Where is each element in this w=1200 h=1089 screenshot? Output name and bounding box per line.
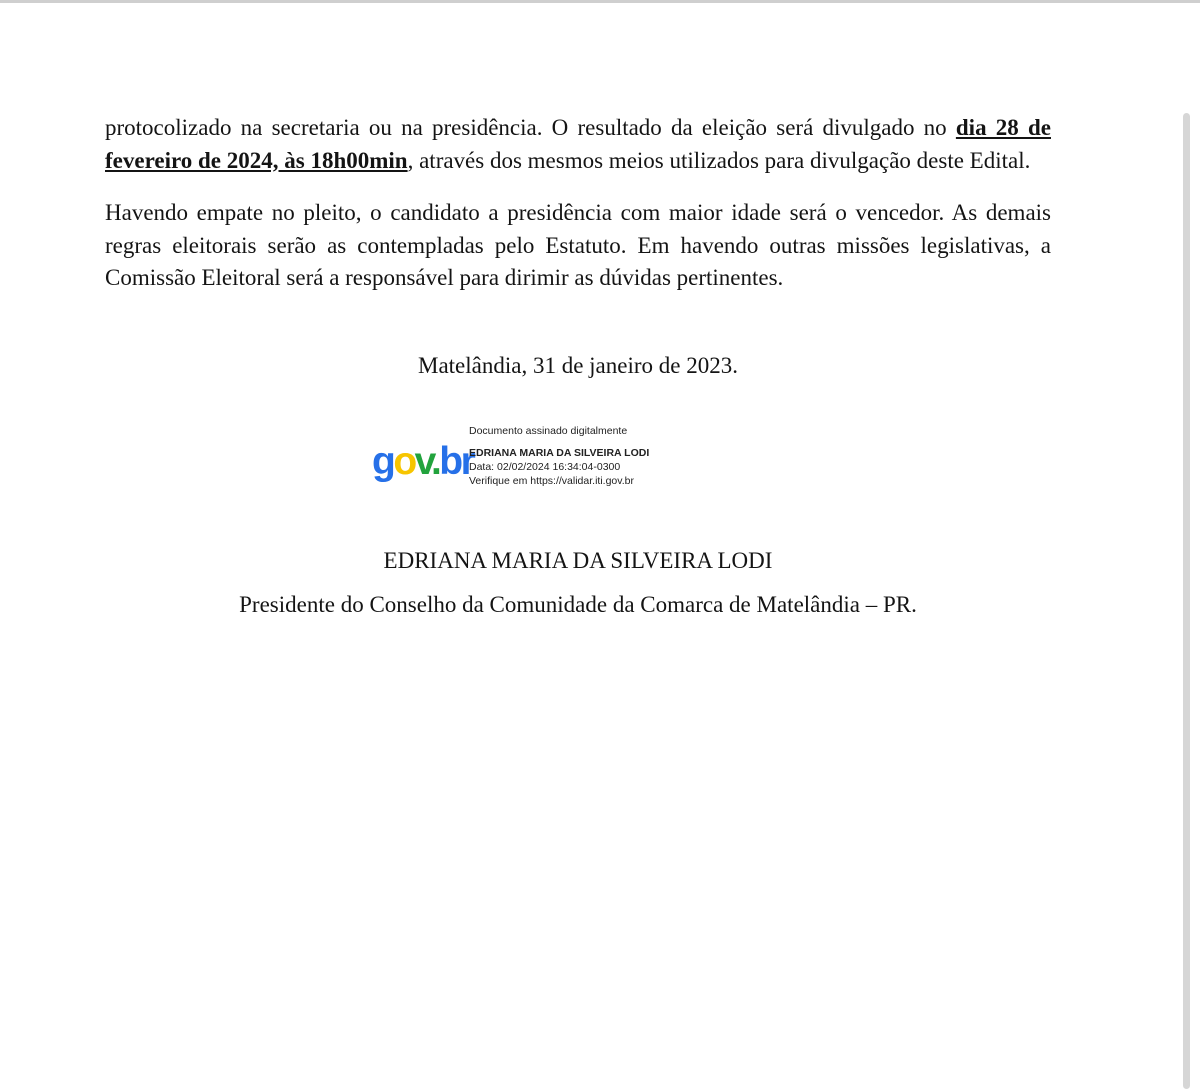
signature-verify-link[interactable]: Verifique em https://validar.iti.gov.br <box>469 475 634 487</box>
paragraph-text: , através dos mesmos meios utilizados para divulgação deste Edital. <box>407 147 1031 173</box>
signer-role: Presidente do Conselho da Comunidade da Comarca de Matelândia – PR. <box>239 592 917 617</box>
vertical-scrollbar[interactable] <box>1183 113 1190 1089</box>
paragraph-text: protocolizado na secretaria ou na presidência. O resultado da eleição será divulgado no <box>105 115 956 140</box>
place-date: Matelândia, 31 de janeiro de 2023. <box>418 353 738 378</box>
signature-date: Data: 02/02/2024 16:34:04-0300 <box>469 461 621 473</box>
signature-details <box>469 424 649 488</box>
digital-signature-stamp <box>372 424 692 496</box>
signature-heading: Documento assinado digitalmente <box>469 425 628 437</box>
top-divider <box>0 0 1200 3</box>
govbr-logo: gov.br <box>372 440 474 483</box>
paragraph-result-date <box>105 112 1051 177</box>
paragraph-tie-rules: Havendo empate no pleito, o candidato a presidência com maior idade será o vencedor. As demais regras eleitorais serão as contempladas pelo Estatuto. Em havendo outras missões legislativas, a Comissão Eleitoral será a responsável para dirimir as dúvidas pertinentes. <box>105 200 1051 290</box>
signature-signer: EDRIANA MARIA DA SILVEIRA LODI <box>469 447 650 459</box>
document-body <box>105 112 1051 295</box>
result-date-highlight: dia 28 de fevereiro de 2024, às 18h00min <box>105 115 1051 173</box>
signer-name: EDRIANA MARIA DA SILVEIRA LODI <box>383 548 773 573</box>
